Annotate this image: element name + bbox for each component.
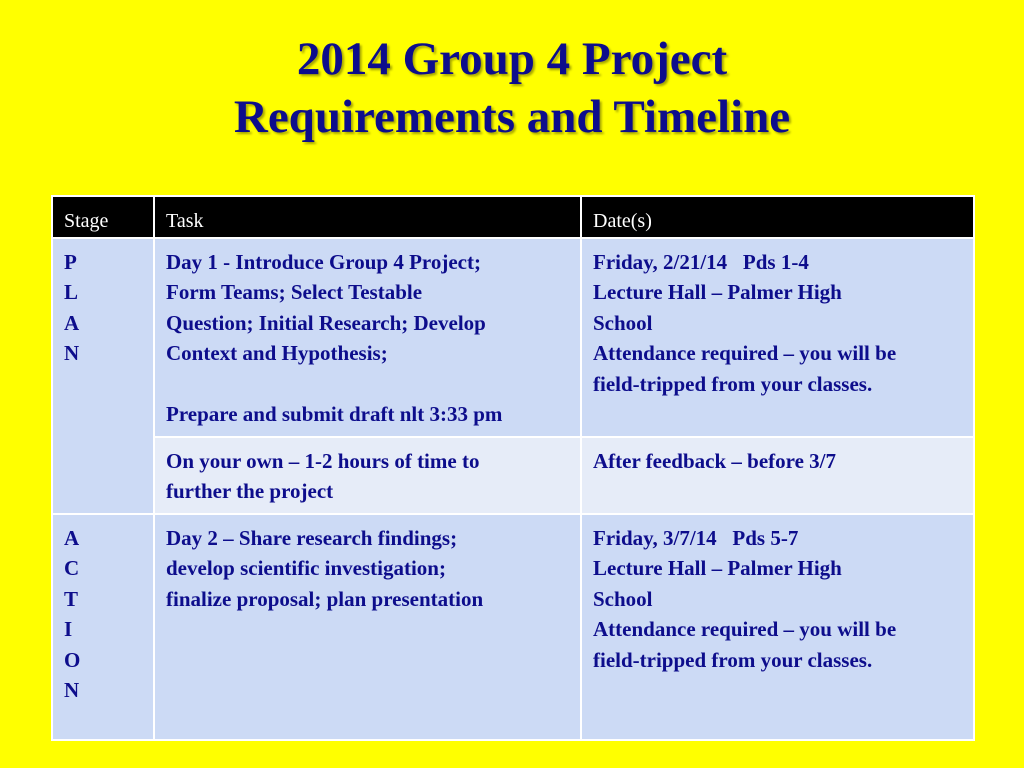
task-line: Day 2 – Share research findings; [166,525,458,550]
task-line: further the project [166,479,334,503]
task-line: Context and Hypothesis; [166,341,388,365]
date-cell [581,238,974,437]
date-line: field-tripped from your classes. [593,371,873,396]
stage-letter: P [64,249,77,274]
task-line: develop scientific investigation; [166,556,446,580]
task-line: Question; Initial Research; Develop [166,310,486,335]
stage-action [52,514,154,740]
task-cell [154,238,581,437]
stage-letter: A [64,525,80,550]
task-line: Day 1 - Introduce Group 4 Project; [166,249,481,274]
page-title [0,30,1024,146]
stage-plan [52,238,154,514]
stage-letter: C [64,556,80,580]
date-line: Attendance required – you will be [593,617,897,641]
title-line-1: 2014 Group 4 Project [296,33,728,85]
task-deadline: Prepare and submit draft nlt 3:33 pm [166,402,503,426]
date-line: Lecture Hall – Palmer High [593,280,842,304]
date-line: After feedback – before 3/7 [593,448,836,473]
table-header-row [52,196,974,238]
header-task: Task [154,196,581,238]
task-cell [154,437,581,514]
date-line: Friday, 3/7/14 Pds 5-7 [593,525,799,550]
task-line: Form Teams; Select Testable [166,280,423,304]
stage-letter: N [64,678,80,702]
timeline-table [51,195,975,741]
table-row [52,437,974,514]
date-line: Lecture Hall – Palmer High [593,556,842,580]
header-stage: Stage [52,196,154,238]
stage-letter: I [64,617,73,641]
task-line: On your own – 1-2 hours of time to [166,448,480,473]
date-line: School [593,310,653,335]
date-cell [581,514,974,740]
stage-letter: A [64,310,80,335]
table-row [52,514,974,740]
stage-letter: L [64,280,79,304]
stage-letter: O [64,647,81,672]
date-line: Friday, 2/21/14 Pds 1-4 [593,249,809,274]
date-line: field-tripped from your classes. [593,647,873,672]
date-line: School [593,586,653,611]
date-line: Attendance required – you will be [593,341,897,365]
task-cell [154,514,581,740]
stage-letter: T [64,586,79,611]
title-line-2: Requirements and Timeline [233,91,791,143]
header-dates: Date(s) [581,196,974,238]
stage-letter: N [64,341,80,365]
table-row [52,238,974,437]
task-line: finalize proposal; plan presentation [166,586,484,611]
date-cell [581,437,974,514]
